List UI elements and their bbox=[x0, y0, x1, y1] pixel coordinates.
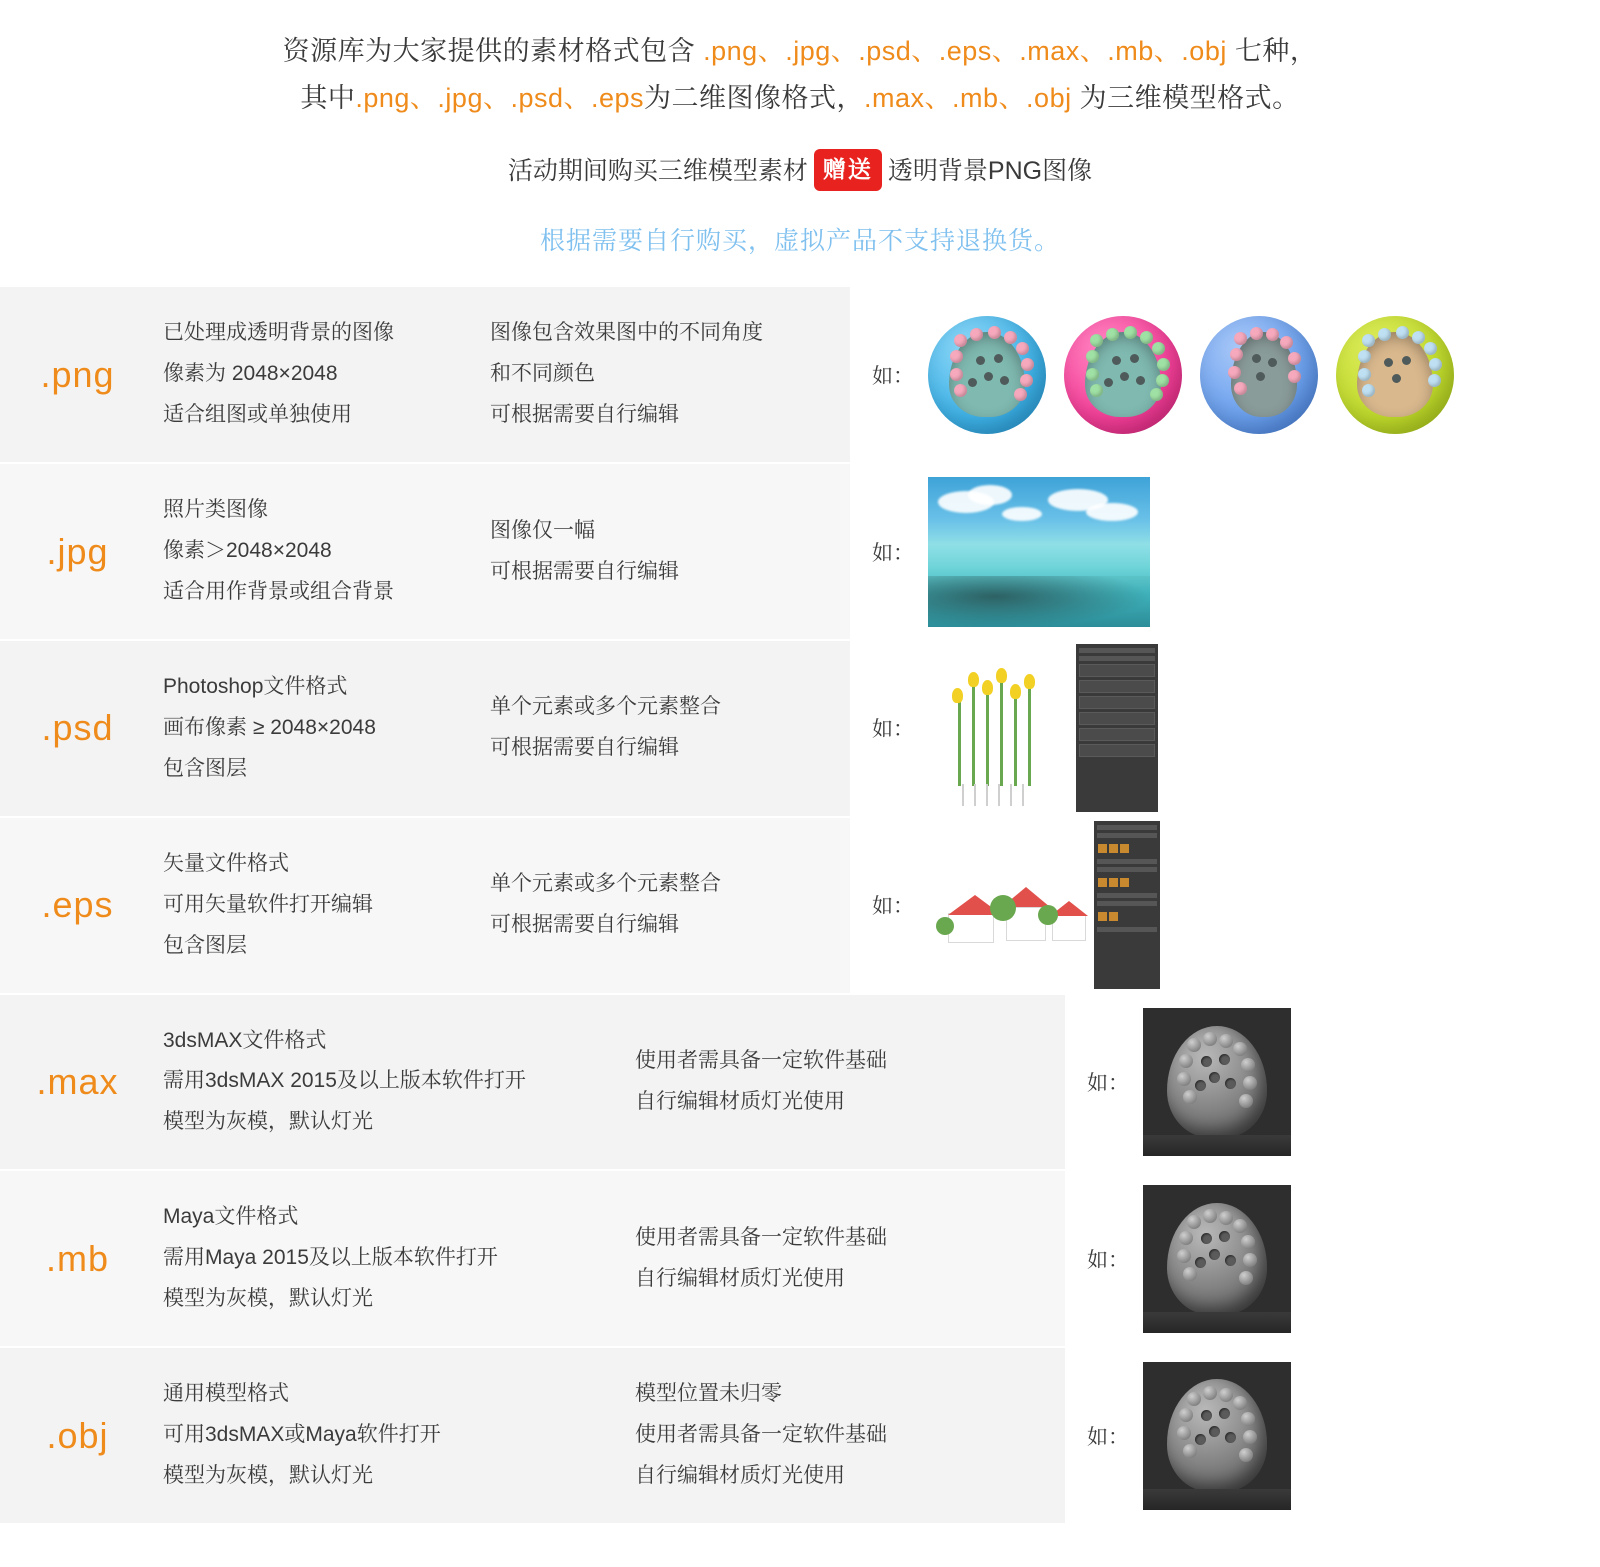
format-extension: .jpg bbox=[46, 530, 109, 572]
format-sample bbox=[850, 818, 1600, 993]
desc-line: 需用Maya 2015及以上版本软件打开 bbox=[163, 1246, 498, 1270]
header-line-2 bbox=[0, 75, 1600, 122]
psd-layers-panel bbox=[1076, 644, 1158, 812]
format-sample bbox=[1065, 995, 1600, 1170]
desc-line: 画布像素 ≥ 2048×2048 bbox=[163, 715, 376, 739]
format-description bbox=[155, 818, 480, 993]
promo-after: 透明背景PNG图像 bbox=[887, 156, 1093, 185]
desc-line: 模型为灰模，默认灯光 bbox=[163, 1464, 373, 1488]
format-sample bbox=[850, 287, 1600, 462]
promo-line bbox=[0, 149, 1600, 192]
sample-label: 如： bbox=[1087, 1425, 1129, 1449]
png-sample-ball-green bbox=[1336, 316, 1454, 434]
header-line-1 bbox=[0, 28, 1600, 75]
eps-canvas bbox=[928, 821, 1094, 989]
sample-label: 如： bbox=[872, 541, 914, 565]
sample-label: 如： bbox=[1087, 1248, 1129, 1272]
desc-line: 模型位置未归零 bbox=[635, 1382, 782, 1406]
header bbox=[0, 0, 1600, 285]
desc-line: 单个元素或多个元素整合 bbox=[490, 872, 721, 896]
gift-badge: 赠送 bbox=[814, 149, 882, 192]
format-sample bbox=[1065, 1348, 1600, 1523]
format-description bbox=[155, 1348, 625, 1523]
format-description-secondary bbox=[480, 287, 850, 462]
desc-line: 可用矢量软件打开编辑 bbox=[163, 892, 373, 916]
format-extension: .mb bbox=[45, 1237, 109, 1279]
eps-sample-screenshot bbox=[928, 821, 1160, 989]
desc-line: 和不同颜色 bbox=[490, 362, 595, 386]
format-description bbox=[155, 641, 480, 816]
desc-line: 使用者需具备一定软件基础 bbox=[635, 1049, 887, 1073]
format-description-secondary bbox=[480, 464, 850, 639]
format-extension: .max bbox=[36, 1060, 119, 1102]
sample-images bbox=[928, 316, 1454, 434]
psd-sample-screenshot bbox=[928, 644, 1158, 812]
jpg-sample-photo bbox=[928, 477, 1150, 627]
max-sample-render bbox=[1143, 1008, 1291, 1156]
format-extension: .psd bbox=[41, 707, 114, 749]
header-line2-part2: 为二维图像格式， bbox=[644, 83, 865, 114]
table-row bbox=[0, 285, 1600, 462]
desc-line: 自行编辑材质灯光使用 bbox=[635, 1464, 845, 1488]
png-sample-ball-blue bbox=[928, 316, 1046, 434]
table-row bbox=[0, 462, 1600, 639]
format-description-secondary bbox=[625, 1171, 1065, 1346]
format-description-secondary bbox=[480, 641, 850, 816]
desc-line: 自行编辑材质灯光使用 bbox=[635, 1089, 845, 1113]
header-line1-formats: .png、.jpg、.psd、.eps、.max、.mb、.obj bbox=[703, 36, 1227, 66]
desc-line: 可根据需要自行编辑 bbox=[490, 403, 679, 427]
png-sample-ball-pink bbox=[1064, 316, 1182, 434]
desc-line: 图像包含效果图中的不同角度 bbox=[490, 321, 763, 345]
format-table bbox=[0, 285, 1600, 1523]
obj-sample-render bbox=[1143, 1362, 1291, 1510]
desc-line: 像素为 2048×2048 bbox=[163, 362, 338, 386]
png-sample-ball-periwinkle bbox=[1200, 316, 1318, 434]
header-line1-part2: 七种， bbox=[1226, 36, 1318, 66]
sample-label: 如： bbox=[872, 895, 914, 919]
desc-line: 可根据需要自行编辑 bbox=[490, 559, 679, 583]
sample-label: 如： bbox=[1087, 1071, 1129, 1095]
sample-label: 如： bbox=[872, 364, 914, 388]
desc-line: 适合组图或单独使用 bbox=[163, 403, 352, 427]
desc-line: 包含图层 bbox=[163, 756, 247, 780]
desc-line: 模型为灰模，默认灯光 bbox=[163, 1110, 373, 1134]
psd-canvas bbox=[928, 644, 1076, 812]
table-row bbox=[0, 993, 1600, 1170]
format-description bbox=[155, 287, 480, 462]
desc-line: 图像仅一幅 bbox=[490, 518, 595, 542]
format-description-secondary bbox=[625, 1348, 1065, 1523]
format-extension: .obj bbox=[46, 1414, 109, 1456]
eps-layers-panel bbox=[1094, 821, 1160, 989]
desc-line: 像素＞2048×2048 bbox=[163, 539, 332, 563]
mb-sample-render bbox=[1143, 1185, 1291, 1333]
desc-line: 已处理成透明背景的图像 bbox=[163, 321, 394, 345]
header-line2-formats-2d: .png、.jpg、.psd、.eps bbox=[355, 83, 645, 114]
format-description bbox=[155, 464, 480, 639]
header-line2-formats-3d: .max、.mb、.obj bbox=[864, 83, 1072, 114]
format-sample bbox=[1065, 1171, 1600, 1346]
format-sample bbox=[850, 464, 1600, 639]
desc-line: 需用3dsMAX 2015及以上版本软件打开 bbox=[163, 1069, 526, 1093]
format-description bbox=[155, 1171, 625, 1346]
desc-line: 模型为灰模，默认灯光 bbox=[163, 1287, 373, 1311]
format-extension: .png bbox=[40, 353, 115, 395]
header-line2-part3: 为三维模型格式。 bbox=[1071, 83, 1300, 114]
format-description bbox=[155, 995, 625, 1170]
desc-line: 可根据需要自行编辑 bbox=[490, 736, 679, 760]
desc-line: 自行编辑材质灯光使用 bbox=[635, 1266, 845, 1290]
header-line1-part1: 资源库为大家提供的素材格式包含 bbox=[282, 36, 704, 66]
promo-before: 活动期间购买三维模型素材 bbox=[507, 156, 808, 185]
table-row bbox=[0, 1346, 1600, 1523]
desc-line: 3dsMAX文件格式 bbox=[163, 1028, 327, 1052]
sample-label: 如： bbox=[872, 718, 914, 742]
desc-line: 使用者需具备一定软件基础 bbox=[635, 1423, 887, 1447]
desc-line: 通用模型格式 bbox=[163, 1382, 289, 1406]
desc-line: Maya文件格式 bbox=[163, 1205, 299, 1229]
format-extension: .eps bbox=[41, 884, 114, 926]
table-row bbox=[0, 639, 1600, 816]
desc-line: 可用3dsMAX或Maya软件打开 bbox=[163, 1423, 441, 1447]
table-row bbox=[0, 816, 1600, 993]
desc-line: Photoshop文件格式 bbox=[163, 674, 348, 698]
desc-line: 矢量文件格式 bbox=[163, 851, 289, 875]
desc-line: 适合用作背景或组合背景 bbox=[163, 579, 394, 603]
purchase-note: 根据需要自行购买，虚拟产品不支持退换货。 bbox=[539, 227, 1060, 256]
format-sample bbox=[850, 641, 1600, 816]
header-line2-part1: 其中 bbox=[300, 83, 356, 114]
desc-line: 使用者需具备一定软件基础 bbox=[635, 1225, 887, 1249]
format-description-secondary bbox=[625, 995, 1065, 1170]
desc-line: 可根据需要自行编辑 bbox=[490, 913, 679, 937]
desc-line: 照片类图像 bbox=[163, 498, 268, 522]
desc-line: 包含图层 bbox=[163, 933, 247, 957]
table-row bbox=[0, 1169, 1600, 1346]
format-description-secondary bbox=[480, 818, 850, 993]
desc-line: 单个元素或多个元素整合 bbox=[490, 695, 721, 719]
